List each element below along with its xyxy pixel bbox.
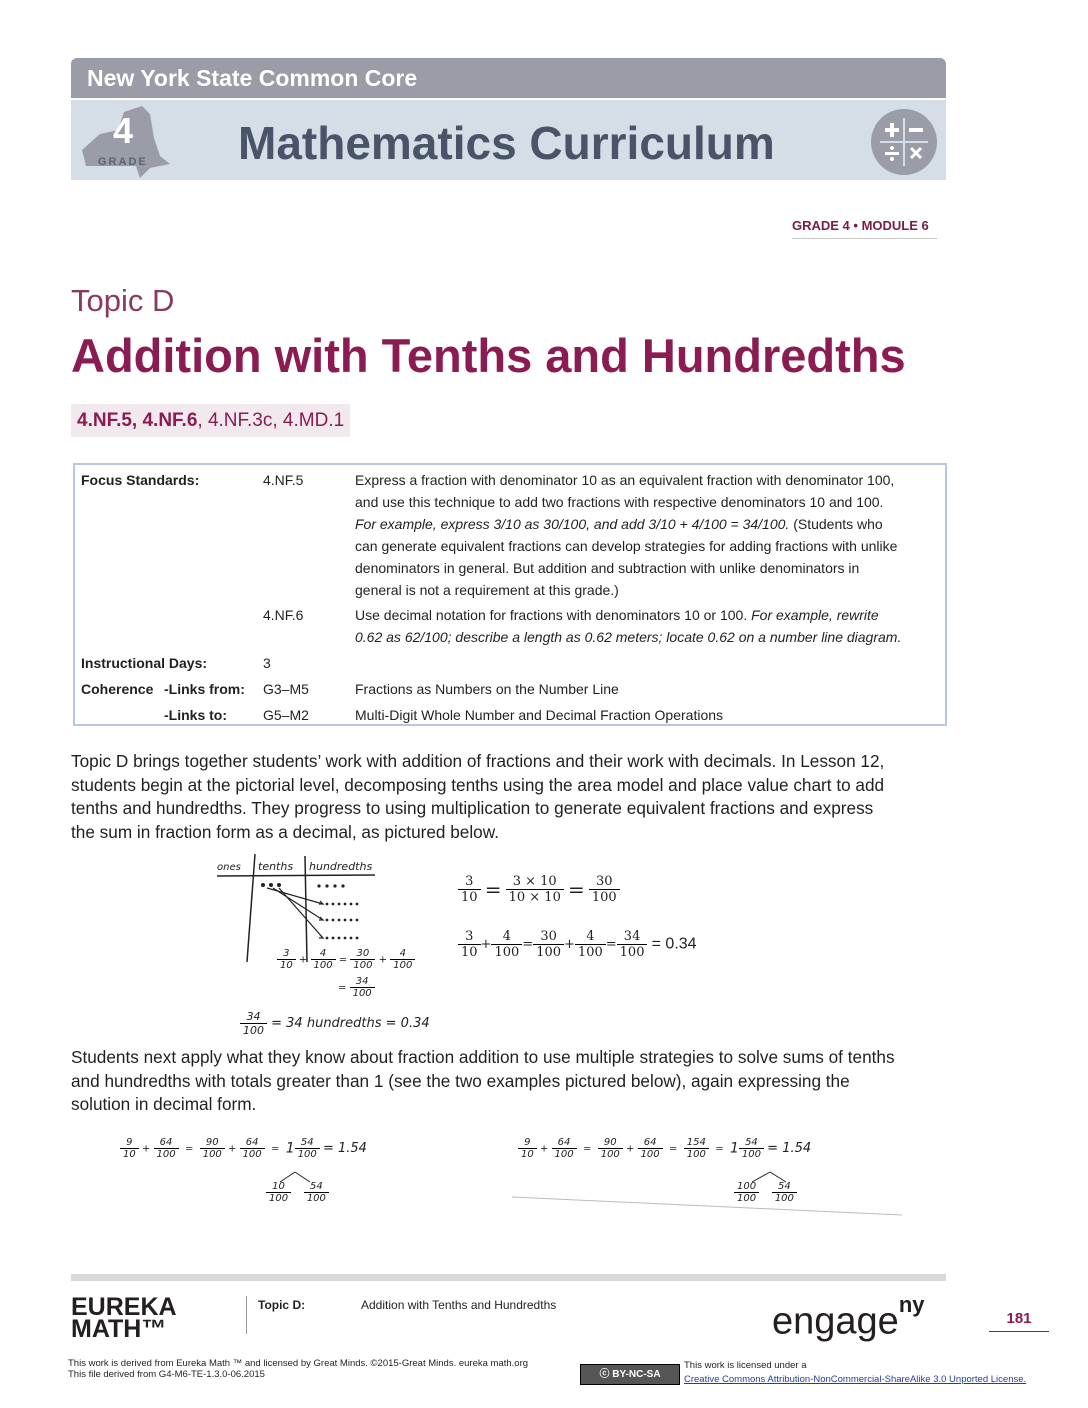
links-to-code: G5–M2 [263, 707, 309, 723]
focus-standards-label: Focus Standards: [81, 472, 200, 488]
intro-paragraph: Topic D brings together students’ work with addition of fractions and their work with decimals. In Lesson 12, students begin at the pictorial level, decomposing tenths using the area model and place value chart to add tenths and hundredths. They progress to using multiplication to generate equivalent fractions and express the sum in fraction form as a decimal, as pictured below. [71, 751, 885, 842]
cc-license-badge: ⓒ BY-NC-SA [580, 1364, 680, 1385]
handwritten-split-left: $\frac{10}{100}$ $\frac{54}{100}$ [266, 1181, 329, 1204]
grade-number: 4 [112, 110, 134, 151]
standard-code-2: 4.NF.6 [263, 607, 304, 623]
sum-equation: $\frac{3}{10}$ + $\frac{4}{100}$ = $\frac{30}{100}$ + $\frac{4}{100}$ = $\frac{34}{100}$ = 0.34 [458, 929, 697, 960]
strategies-paragraph: Students next apply what they know about fraction addition to use multiple strategies to solve sums of tenths and hundredths with totals greater than 1 (see the two examples pictured below), again expressing the solution in decimal form. [71, 1047, 895, 1114]
header-banner [71, 58, 946, 98]
instructional-days-value: 3 [263, 655, 271, 671]
links-from-title: Fractions as Numbers on the Number Line [355, 681, 619, 697]
col-tenths: tenths [258, 860, 294, 873]
handwritten-example-right: $\frac{9}{10}$ + $\frac{64}{100}$ = $\frac{90}{100}$ + $\frac{64}{100}$ = $\frac{154}{100}$ = 1 $\frac{54}{100}$ = 1.54 [518, 1137, 811, 1160]
footer-rule [71, 1274, 946, 1281]
footer-topic-title: Addition with Tenths and Hundredths [361, 1298, 557, 1312]
links-to-label: -Links to: [164, 707, 227, 723]
standards-primary: 4.NF.5, 4.NF.6 [77, 410, 198, 431]
col-ones: ones [217, 862, 241, 873]
standard-example-1: For example, express 3/10 as 30/100, and add 3/10 + 4/100 = 34/100. [355, 516, 790, 532]
page-number-rule [989, 1331, 1049, 1332]
module-tag-rule [792, 238, 937, 239]
footer-topic-label: Topic D: [258, 1298, 306, 1312]
module-tag: GRADE 4 • MODULE 6 [792, 218, 929, 233]
standard-code-1: 4.NF.5 [263, 472, 304, 488]
license-notice: This work is licensed under a Creative Commons Attribution-NonCommercial-ShareAlike 3.0 Unported License. [684, 1360, 1027, 1385]
sketch-equation-2: = $\frac{34}{100}$ [338, 976, 375, 999]
derived-notice: This work is derived from Eureka Math ™ and licensed by Great Minds. ©2015-Great Minds. eureka math.org This file derived from G4-M6-TE-1.3.0-06.2015 [68, 1358, 529, 1380]
coherence-label: Coherence [81, 681, 154, 697]
license-link[interactable]: Creative Commons Attribution-NonCommercial-ShareAlike 3.0 Unported License. [684, 1374, 1027, 1385]
math-operations-icon [870, 108, 938, 176]
sketch-equation-3: $\frac{34}{100}$ = 34 hundredths = 0.34 [240, 1010, 430, 1037]
curriculum-title: Mathematics Curriculum [238, 117, 775, 169]
links-from-label: -Links from: [164, 681, 245, 697]
grade-word: GRADE [98, 156, 148, 168]
footer-divider [246, 1296, 247, 1334]
links-from-code: G3–M5 [263, 681, 309, 697]
program-name: New York State Common Core [87, 65, 418, 91]
engageny-logo: engage$^{ny}$ [772, 1292, 925, 1343]
page-number: 181 [1006, 1310, 1032, 1327]
topic-label: Topic D [71, 283, 175, 318]
handwritten-split-right: $\frac{100}{100}$ $\frac{54}{100}$ [734, 1181, 797, 1204]
col-hundredths: hundredths [309, 860, 373, 873]
standards-secondary: , 4.NF.3c, 4.MD.1 [197, 410, 345, 431]
cc-icon: ⓒ [599, 1369, 613, 1380]
handwritten-example-left: $\frac{9}{10}$ + $\frac{64}{100}$ = $\frac{90}{100}$ + $\frac{64}{100}$ = 1 $\frac{54}{100}$ = 1.54 [120, 1137, 367, 1160]
standard-description-1: Express a fraction with denominator 10 as an equivalent fraction with denominator 100, and use this technique to add two fractions with respective denominators 10 and 100. For example, express 3/10 as 30/100, and add 3/10 + 4/100 = 34/100. (Students who can generate equivalent fractions can develop strategies for adding fractions with unlike denominators in general. But addition and subtraction with unlike denominators in general is not a requirement at this grade.) [355, 472, 898, 598]
topic-title: Addition with Tenths and Hundredths [71, 329, 906, 382]
sketch-equation-1: $\frac{3}{10}$ + $\frac{4}{100}$ = $\frac{30}{100}$ + $\frac{4}{100}$ [277, 948, 415, 971]
eureka-math-logo: EUREKA MATH™ [71, 1293, 177, 1343]
instructional-days-label: Instructional Days: [81, 655, 208, 671]
links-to-title: Multi-Digit Whole Number and Decimal Fraction Operations [355, 707, 724, 723]
standards-bar [71, 404, 350, 437]
scan-edge-line [512, 1195, 904, 1217]
equivalent-fraction-equation: $\frac{3}{10}$ = $\frac{3 \times 10}{10 \times 10}$ = $\frac{30}{100}$ [458, 874, 620, 905]
standard-description-2: Use decimal notation for fractions with denominators 10 or 100. For example, rewrite 0.62 as 62/100; describe a length as 0.62 meters; locate 0.62 on a number line diagram. [355, 607, 902, 645]
